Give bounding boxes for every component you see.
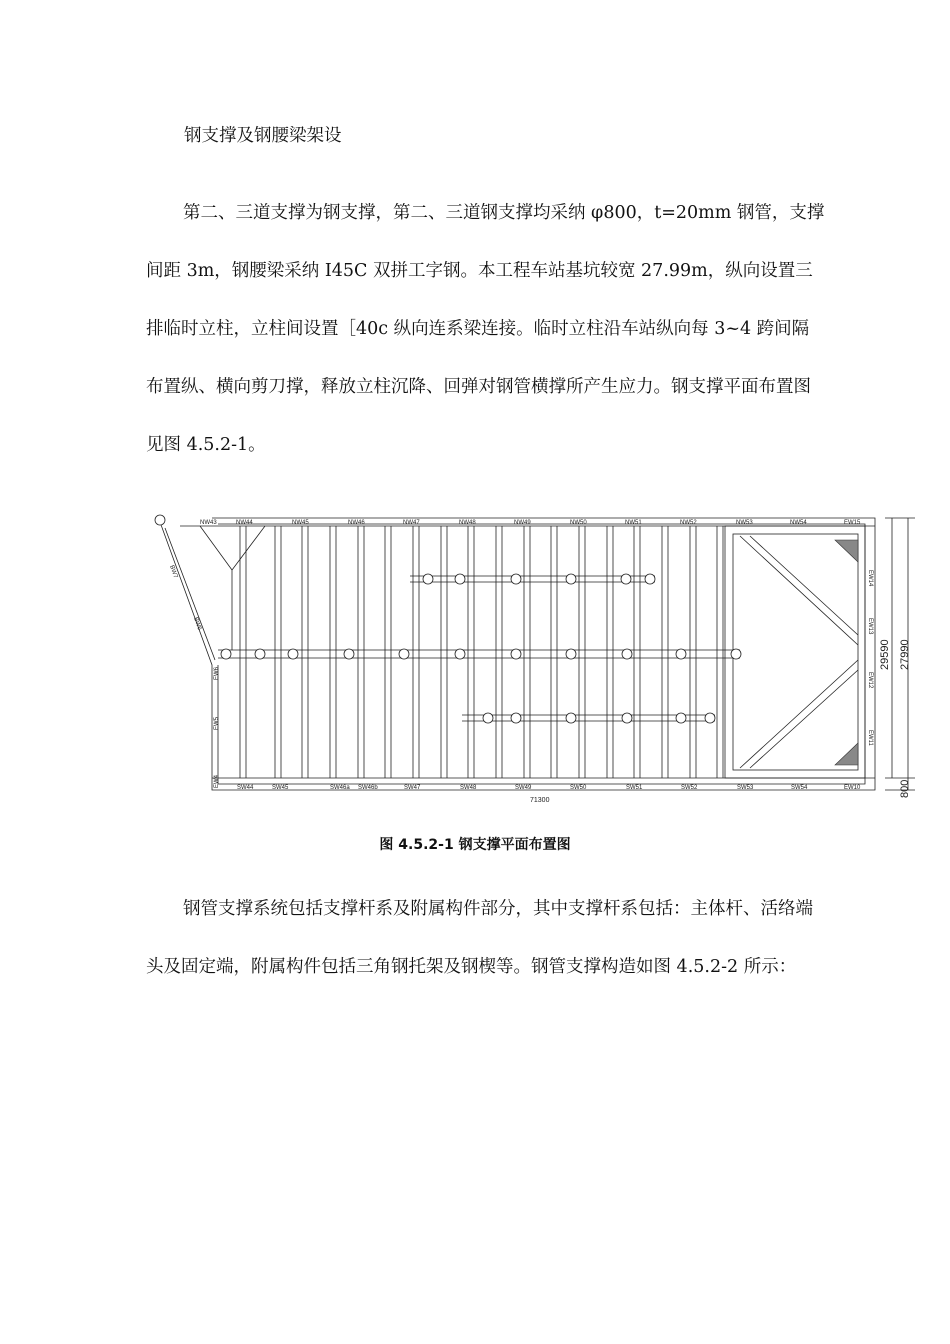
bottom-label: SW52 xyxy=(681,785,698,791)
bottom-label: SW53 xyxy=(737,785,754,791)
bottom-label: SW46b xyxy=(358,785,378,791)
top-label: NW44 xyxy=(236,520,253,526)
bottom-label: SW47 xyxy=(404,785,421,791)
top-label: NW50 xyxy=(570,520,587,526)
top-label: NW45 xyxy=(292,520,309,526)
dim-bottom: 800 xyxy=(899,779,911,798)
top-label: EW15 xyxy=(844,520,861,526)
left-label: EW5 xyxy=(214,716,220,730)
bottom-label: EW10 xyxy=(844,785,861,791)
diag-label: BW6 xyxy=(192,616,203,631)
left-label: EW6 xyxy=(214,666,220,680)
right-label: EW14 xyxy=(867,570,873,587)
body-paragraph-1: 第二、三道支撑为钢支撑，第二、三道钢支撑均采纳 φ800，t=20mm 钢管，支撑间距 3m，钢腰梁采纳 I45C 双拼工字钢。本工程车站基坑较宽 27.99m，纵向设置三排临时立柱，立柱间设置［40c 纵向连系梁连接。临时立柱沿车站纵向每 3~4 跨间隔布置纵、横向剪刀撑，释放立柱沉降、回弹对钢管横撑所产生应力。钢支撑平面布置图见图 4.5.2-1。 xyxy=(146,203,825,455)
bottom-label: SW54 xyxy=(791,785,808,791)
left-label: EW4 xyxy=(214,774,220,788)
top-label: NW54 xyxy=(790,520,807,526)
right-label: EW11 xyxy=(867,730,873,746)
right-label: EW13 xyxy=(867,618,873,635)
bottom-label: SW49 xyxy=(515,785,532,791)
top-label: NW52 xyxy=(680,520,697,526)
diag-label: BW7 xyxy=(168,564,179,579)
section-heading: 钢支撑及钢腰梁架设 xyxy=(184,126,342,146)
top-label: NW49 xyxy=(514,520,531,526)
top-label: NW51 xyxy=(625,520,642,526)
steel-support-plan-drawing xyxy=(140,500,920,804)
dim-total: 27990 xyxy=(899,639,911,670)
top-label: NW53 xyxy=(736,520,753,526)
figure-caption: 图 4.5.2-1 钢支撑平面布置图 xyxy=(379,837,571,853)
dim-width: 29590 xyxy=(879,639,891,670)
body-paragraph-2: 钢管支撑系统包括支撑杆系及附属构件部分，其中支撑杆系包括：主体杆、活络端头及固定端，附属构件包括三角钢托架及钢楔等。钢管支撑构造如图 4.5.2-2 所示： xyxy=(146,899,813,977)
top-label: NW43 xyxy=(200,520,217,526)
bottom-label: SW46a xyxy=(330,785,350,791)
bottom-label: SW50 xyxy=(570,785,587,791)
top-label: NW46 xyxy=(348,520,365,526)
right-label: EW12 xyxy=(867,672,873,689)
top-label: NW48 xyxy=(459,520,476,526)
bottom-label: SW48 xyxy=(460,785,477,791)
bottom-label: SW44 xyxy=(237,785,254,791)
bottom-label: SW45 xyxy=(272,785,289,791)
dim-length: 71300 xyxy=(530,797,550,804)
top-label: NW47 xyxy=(403,520,420,526)
bottom-label: SW51 xyxy=(626,785,643,791)
